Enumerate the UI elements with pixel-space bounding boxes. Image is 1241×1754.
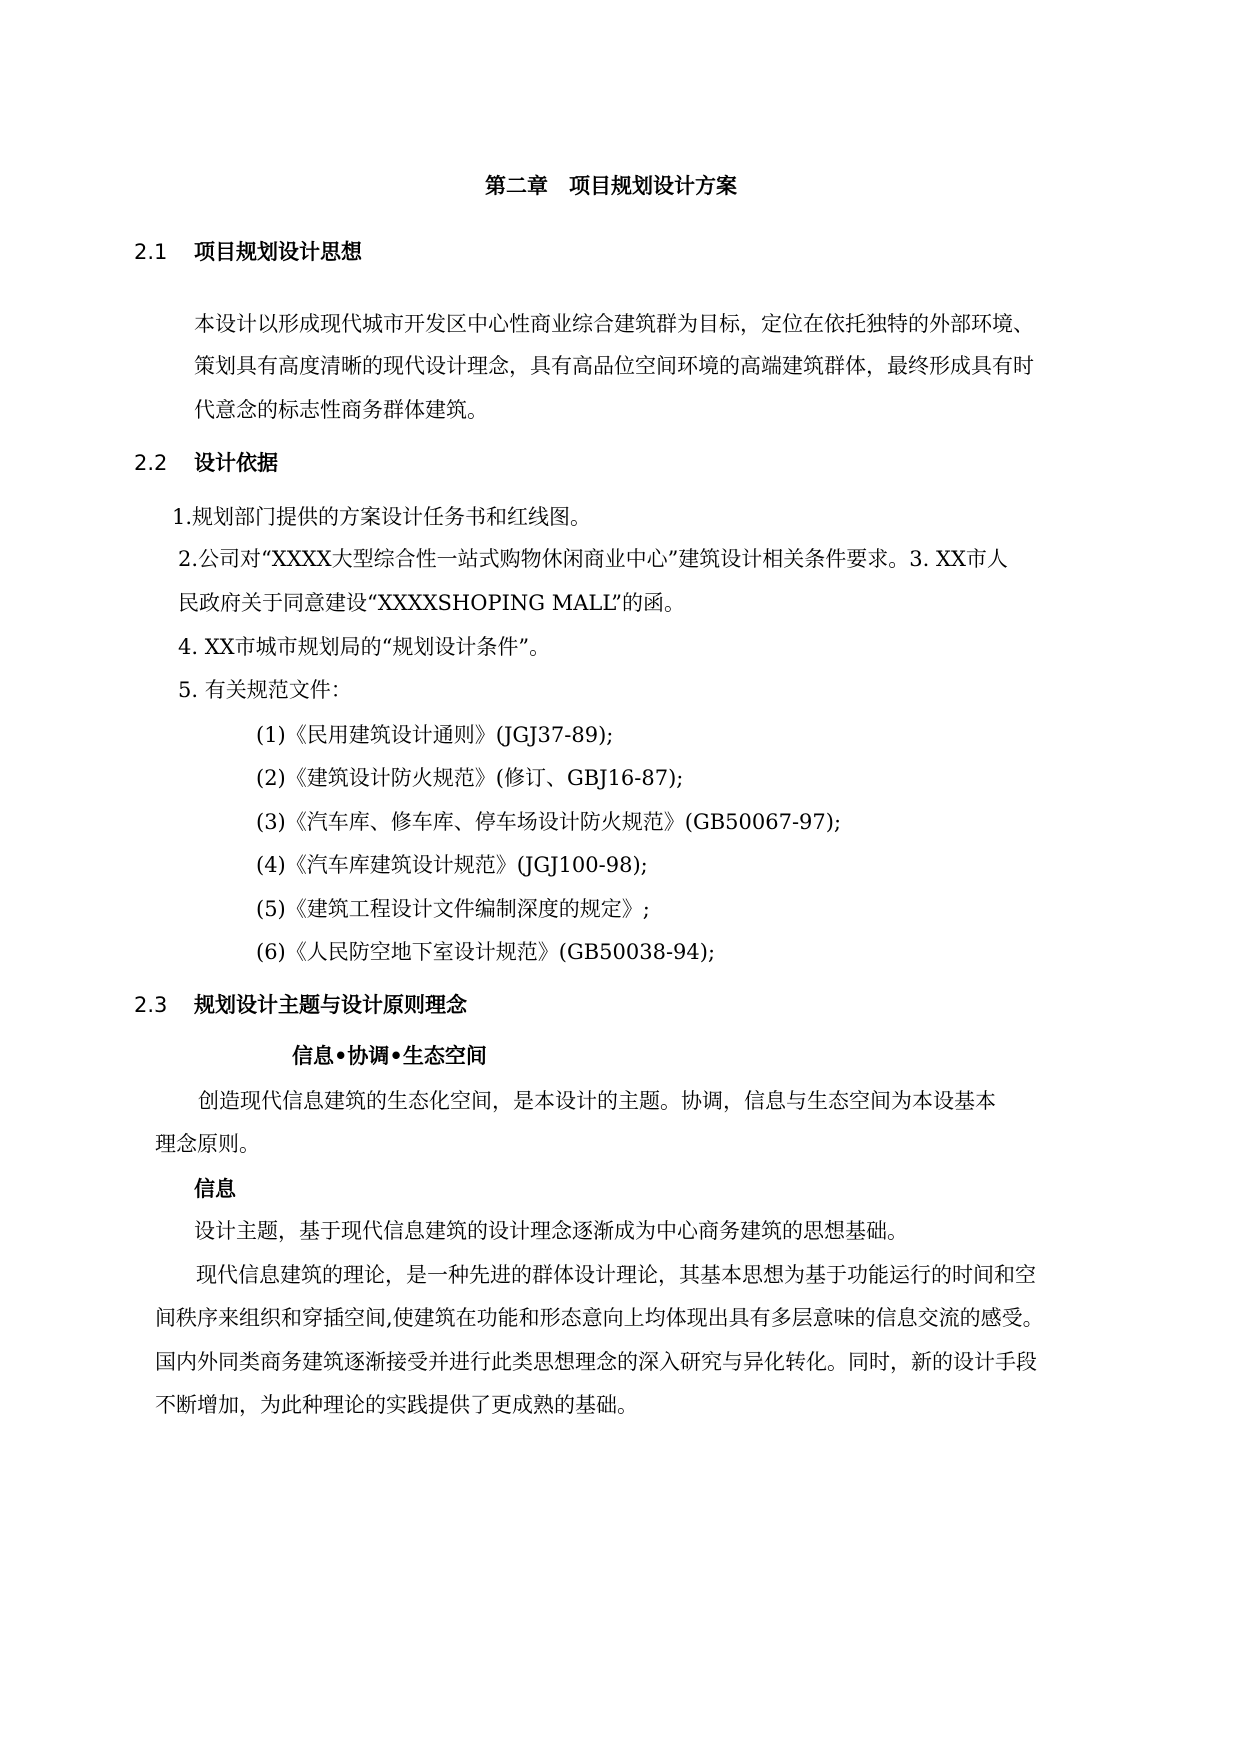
standard-item: (2)《建筑设计防火规范》(修订、GBJ16-87); (256, 766, 684, 790)
paragraph-line: 设计主题，基于现代信息建筑的设计理念逐渐成为中心商务建筑的思想基础。 (194, 1219, 908, 1243)
section-number: 2.2 (134, 451, 168, 475)
section-heading: 设计依据 (194, 451, 278, 475)
list-item: 2.公司对“XXXX大型综合性一站式购物休闲商业中心”建筑设计相关条件要求。3. XX市人 (178, 547, 1008, 571)
paragraph-line: 理念原则。 (155, 1132, 260, 1156)
paragraph-line: 代意念的标志性商务群体建筑。 (194, 398, 488, 422)
paragraph-line: 不断增加，为此种理论的实践提供了更成熟的基础。 (155, 1393, 638, 1417)
paragraph-line: 策划具有高度清晰的现代设计理念，具有高品位空间环境的高端建筑群体，最终形成具有时 (194, 354, 1034, 378)
section-heading: 规划设计主题与设计原则理念 (194, 993, 467, 1017)
theme-heading: 信息•协调•生态空间 (292, 1044, 487, 1068)
paragraph-line: 本设计以形成现代城市开发区中心性商业综合建筑群为目标，定位在依托独特的外部环境、 (194, 312, 1034, 336)
paragraph-line: 国内外同类商务建筑逐渐接受并进行此类思想理念的深入研究与异化转化。同时，新的设计手段 (155, 1350, 1037, 1374)
standard-item: (1)《民用建筑设计通则》(JGJ37-89); (256, 723, 614, 747)
standard-item: (5)《建筑工程设计文件编制深度的规定》; (256, 897, 650, 921)
standard-item: (6)《人民防空地下室设计规范》(GB50038-94); (256, 940, 716, 964)
paragraph-line: 现代信息建筑的理论，是一种先进的群体设计理论，其基本思想为基于功能运行的时间和空 (196, 1263, 1036, 1287)
list-item: 5. 有关规范文件： (178, 678, 352, 702)
subheading: 信息 (194, 1177, 236, 1201)
paragraph-line: 间秩序来组织和穿插空间,使建筑在功能和形态意向上均体现出具有多层意味的信息交流的感受。 (155, 1306, 1044, 1330)
paragraph-line: 创造现代信息建筑的生态化空间，是本设计的主题。协调，信息与生态空间为本设基本 (198, 1089, 996, 1113)
section-number: 2.1 (134, 240, 168, 264)
standard-item: (4)《汽车库建筑设计规范》(JGJ100-98); (256, 853, 648, 877)
section-number: 2.3 (134, 993, 168, 1017)
list-item: 4. XX市城市规划局的“规划设计条件”。 (178, 635, 551, 659)
section-heading: 项目规划设计思想 (194, 240, 362, 264)
standard-item: (3)《汽车库、修车库、停车场设计防火规范》(GB50067-97); (256, 810, 842, 834)
chapter-title: 第二章 项目规划设计方案 (485, 174, 737, 198)
list-item: 民政府关于同意建设“XXXXSHOPING MALL”的函。 (178, 591, 685, 615)
list-item: 1.规划部门提供的方案设计任务书和红线图。 (172, 505, 592, 529)
